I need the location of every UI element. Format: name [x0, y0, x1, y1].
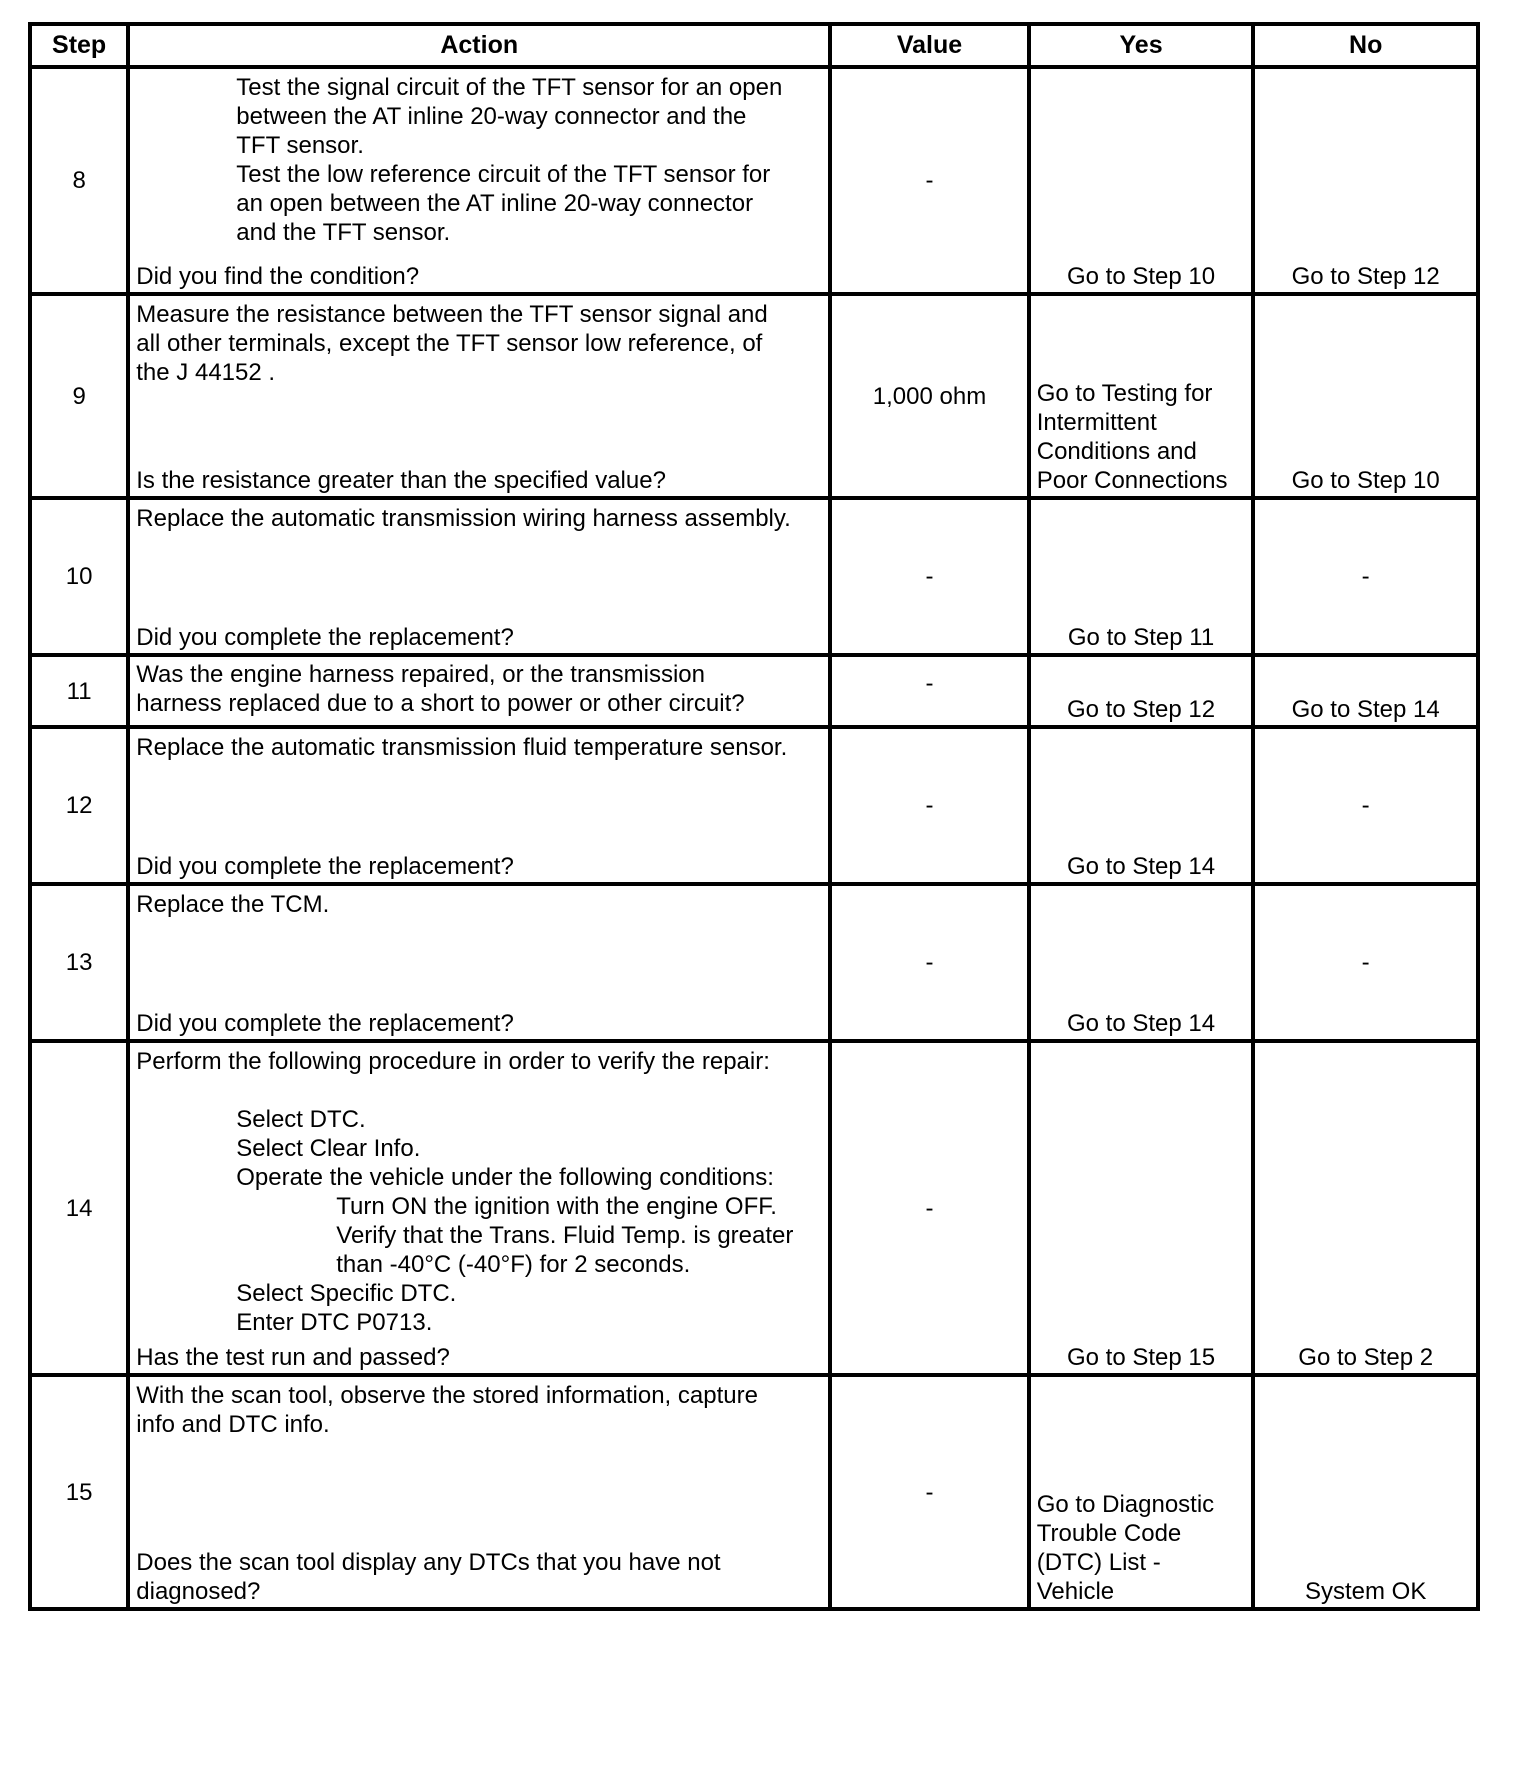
yes-cell	[1029, 1375, 1254, 1609]
action-question: Does the scan tool display any DTCs that you have not	[136, 1549, 721, 1576]
header-value: Value	[830, 24, 1029, 67]
yes-result-line: (DTC) List -	[1036, 1549, 1161, 1576]
no-result: Go to Step 14	[1291, 696, 1440, 723]
table-row	[30, 1375, 1478, 1609]
action-question: Is the resistance greater than the specified value?	[136, 467, 666, 494]
procedure-step: Select Clear Info.	[236, 1135, 421, 1162]
value-cell: -	[830, 67, 1029, 294]
action-cell	[128, 1375, 830, 1609]
yes-cell	[1029, 727, 1254, 884]
yes-cell	[1029, 1041, 1254, 1375]
action-line: and the TFT sensor.	[236, 219, 451, 246]
condition-line: than -40°C (-40°F) for 2 seconds.	[336, 1251, 691, 1278]
no-result: Go to Step 12	[1291, 263, 1440, 290]
action-line: Was the engine harness repaired, or the transmission	[136, 661, 705, 688]
step-number: 8	[30, 67, 128, 294]
no-cell	[1253, 655, 1478, 727]
action-line: Measure the resistance between the TFT sensor signal and	[136, 301, 768, 328]
step-number: 9	[30, 294, 128, 498]
action-question: Did you find the condition?	[136, 263, 420, 290]
header-no: No	[1253, 24, 1478, 67]
yes-result-line: Go to Testing for	[1036, 380, 1213, 407]
step-number: 13	[30, 884, 128, 1041]
yes-result: Go to Step 15	[1067, 1344, 1216, 1371]
action-line: Replace the automatic transmission wiring harness assembly.	[136, 505, 791, 532]
yes-result-line: Vehicle	[1036, 1578, 1115, 1605]
yes-result-line: Trouble Code	[1036, 1520, 1182, 1547]
action-cell	[128, 727, 830, 884]
step-number: 12	[30, 727, 128, 884]
action-line: Test the signal circuit of the TFT sensor for an open	[236, 74, 783, 101]
yes-result: Go to Step 14	[1067, 1010, 1216, 1037]
step-number: 14	[30, 1041, 128, 1375]
procedure-step: Select Specific DTC.	[236, 1280, 457, 1307]
yes-result: Go to Step 10	[1067, 263, 1216, 290]
action-line: the J 44152 .	[136, 359, 276, 386]
procedure-step: Operate the vehicle under the following conditions:	[236, 1164, 774, 1191]
no-result: System OK	[1305, 1578, 1427, 1605]
step-number: 11	[30, 655, 128, 727]
action-line: With the scan tool, observe the stored information, capture	[136, 1382, 758, 1409]
header-yes: Yes	[1029, 24, 1254, 67]
yes-result-line: Poor Connections	[1036, 467, 1228, 494]
no-result: -	[1253, 727, 1478, 884]
value-cell: -	[830, 884, 1029, 1041]
action-question: Has the test run and passed?	[136, 1344, 450, 1371]
no-cell	[1253, 1041, 1478, 1375]
step-number: 10	[30, 498, 128, 655]
yes-cell	[1029, 498, 1254, 655]
value-cell: -	[830, 1375, 1029, 1609]
yes-cell	[1029, 655, 1254, 727]
table-row	[30, 1041, 1478, 1375]
action-cell	[128, 1041, 830, 1375]
condition-line: Turn ON the ignition with the engine OFF.	[336, 1193, 777, 1220]
value-cell: 1,000 ohm	[830, 294, 1029, 498]
no-result: Go to Step 10	[1291, 467, 1440, 494]
value-cell: -	[830, 498, 1029, 655]
procedure-step: Enter DTC P0713.	[236, 1309, 433, 1336]
yes-cell	[1029, 67, 1254, 294]
no-cell	[1253, 294, 1478, 498]
table-row	[30, 655, 1478, 727]
header-row	[30, 24, 1478, 67]
action-line: info and DTC info.	[136, 1411, 330, 1438]
action-line: Replace the TCM.	[136, 891, 330, 918]
action-line: TFT sensor.	[236, 132, 364, 159]
no-result: Go to Step 2	[1298, 1344, 1434, 1371]
action-intro: Perform the following procedure in order to verify the repair:	[136, 1048, 770, 1075]
action-cell	[128, 498, 830, 655]
action-line: Test the low reference circuit of the TFT sensor for	[236, 161, 771, 188]
action-question: Did you complete the replacement?	[136, 1010, 514, 1037]
no-cell	[1253, 67, 1478, 294]
action-line: all other terminals, except the TFT sensor low reference, of	[136, 330, 763, 357]
yes-result-line: Conditions and	[1036, 438, 1197, 465]
table-row	[30, 498, 1478, 655]
action-cell	[128, 655, 830, 727]
value-cell: -	[830, 1041, 1029, 1375]
table-row	[30, 884, 1478, 1041]
yes-result-line: Go to Diagnostic	[1036, 1491, 1215, 1518]
value-cell: -	[830, 655, 1029, 727]
table-row	[30, 727, 1478, 884]
action-line: harness replaced due to a short to power or other circuit?	[136, 690, 745, 717]
value-cell: -	[830, 727, 1029, 884]
no-result: -	[1253, 498, 1478, 655]
diagnostic-table	[28, 22, 1480, 1611]
yes-result: Go to Step 14	[1067, 853, 1216, 880]
yes-result: Go to Step 11	[1067, 624, 1215, 651]
action-question: Did you complete the replacement?	[136, 853, 514, 880]
action-cell	[128, 67, 830, 294]
action-cell	[128, 884, 830, 1041]
yes-result: Go to Step 12	[1067, 696, 1216, 723]
action-question: diagnosed?	[136, 1578, 261, 1605]
yes-result-line: Intermittent	[1036, 409, 1157, 436]
condition-line: Verify that the Trans. Fluid Temp. is greater	[336, 1222, 794, 1249]
action-question: Did you complete the replacement?	[136, 624, 514, 651]
header-step: Step	[30, 24, 128, 67]
yes-cell	[1029, 294, 1254, 498]
yes-cell	[1029, 884, 1254, 1041]
action-line: between the AT inline 20-way connector and the	[236, 103, 747, 130]
table-row	[30, 294, 1478, 498]
header-action: Action	[128, 24, 830, 67]
procedure-step: Select DTC.	[236, 1106, 366, 1133]
action-line: an open between the AT inline 20-way connector	[236, 190, 754, 217]
action-cell	[128, 294, 830, 498]
no-result: -	[1253, 884, 1478, 1041]
action-line: Replace the automatic transmission fluid temperature sensor.	[136, 734, 788, 761]
step-number: 15	[30, 1375, 128, 1609]
no-cell	[1253, 1375, 1478, 1609]
table-row	[30, 67, 1478, 294]
